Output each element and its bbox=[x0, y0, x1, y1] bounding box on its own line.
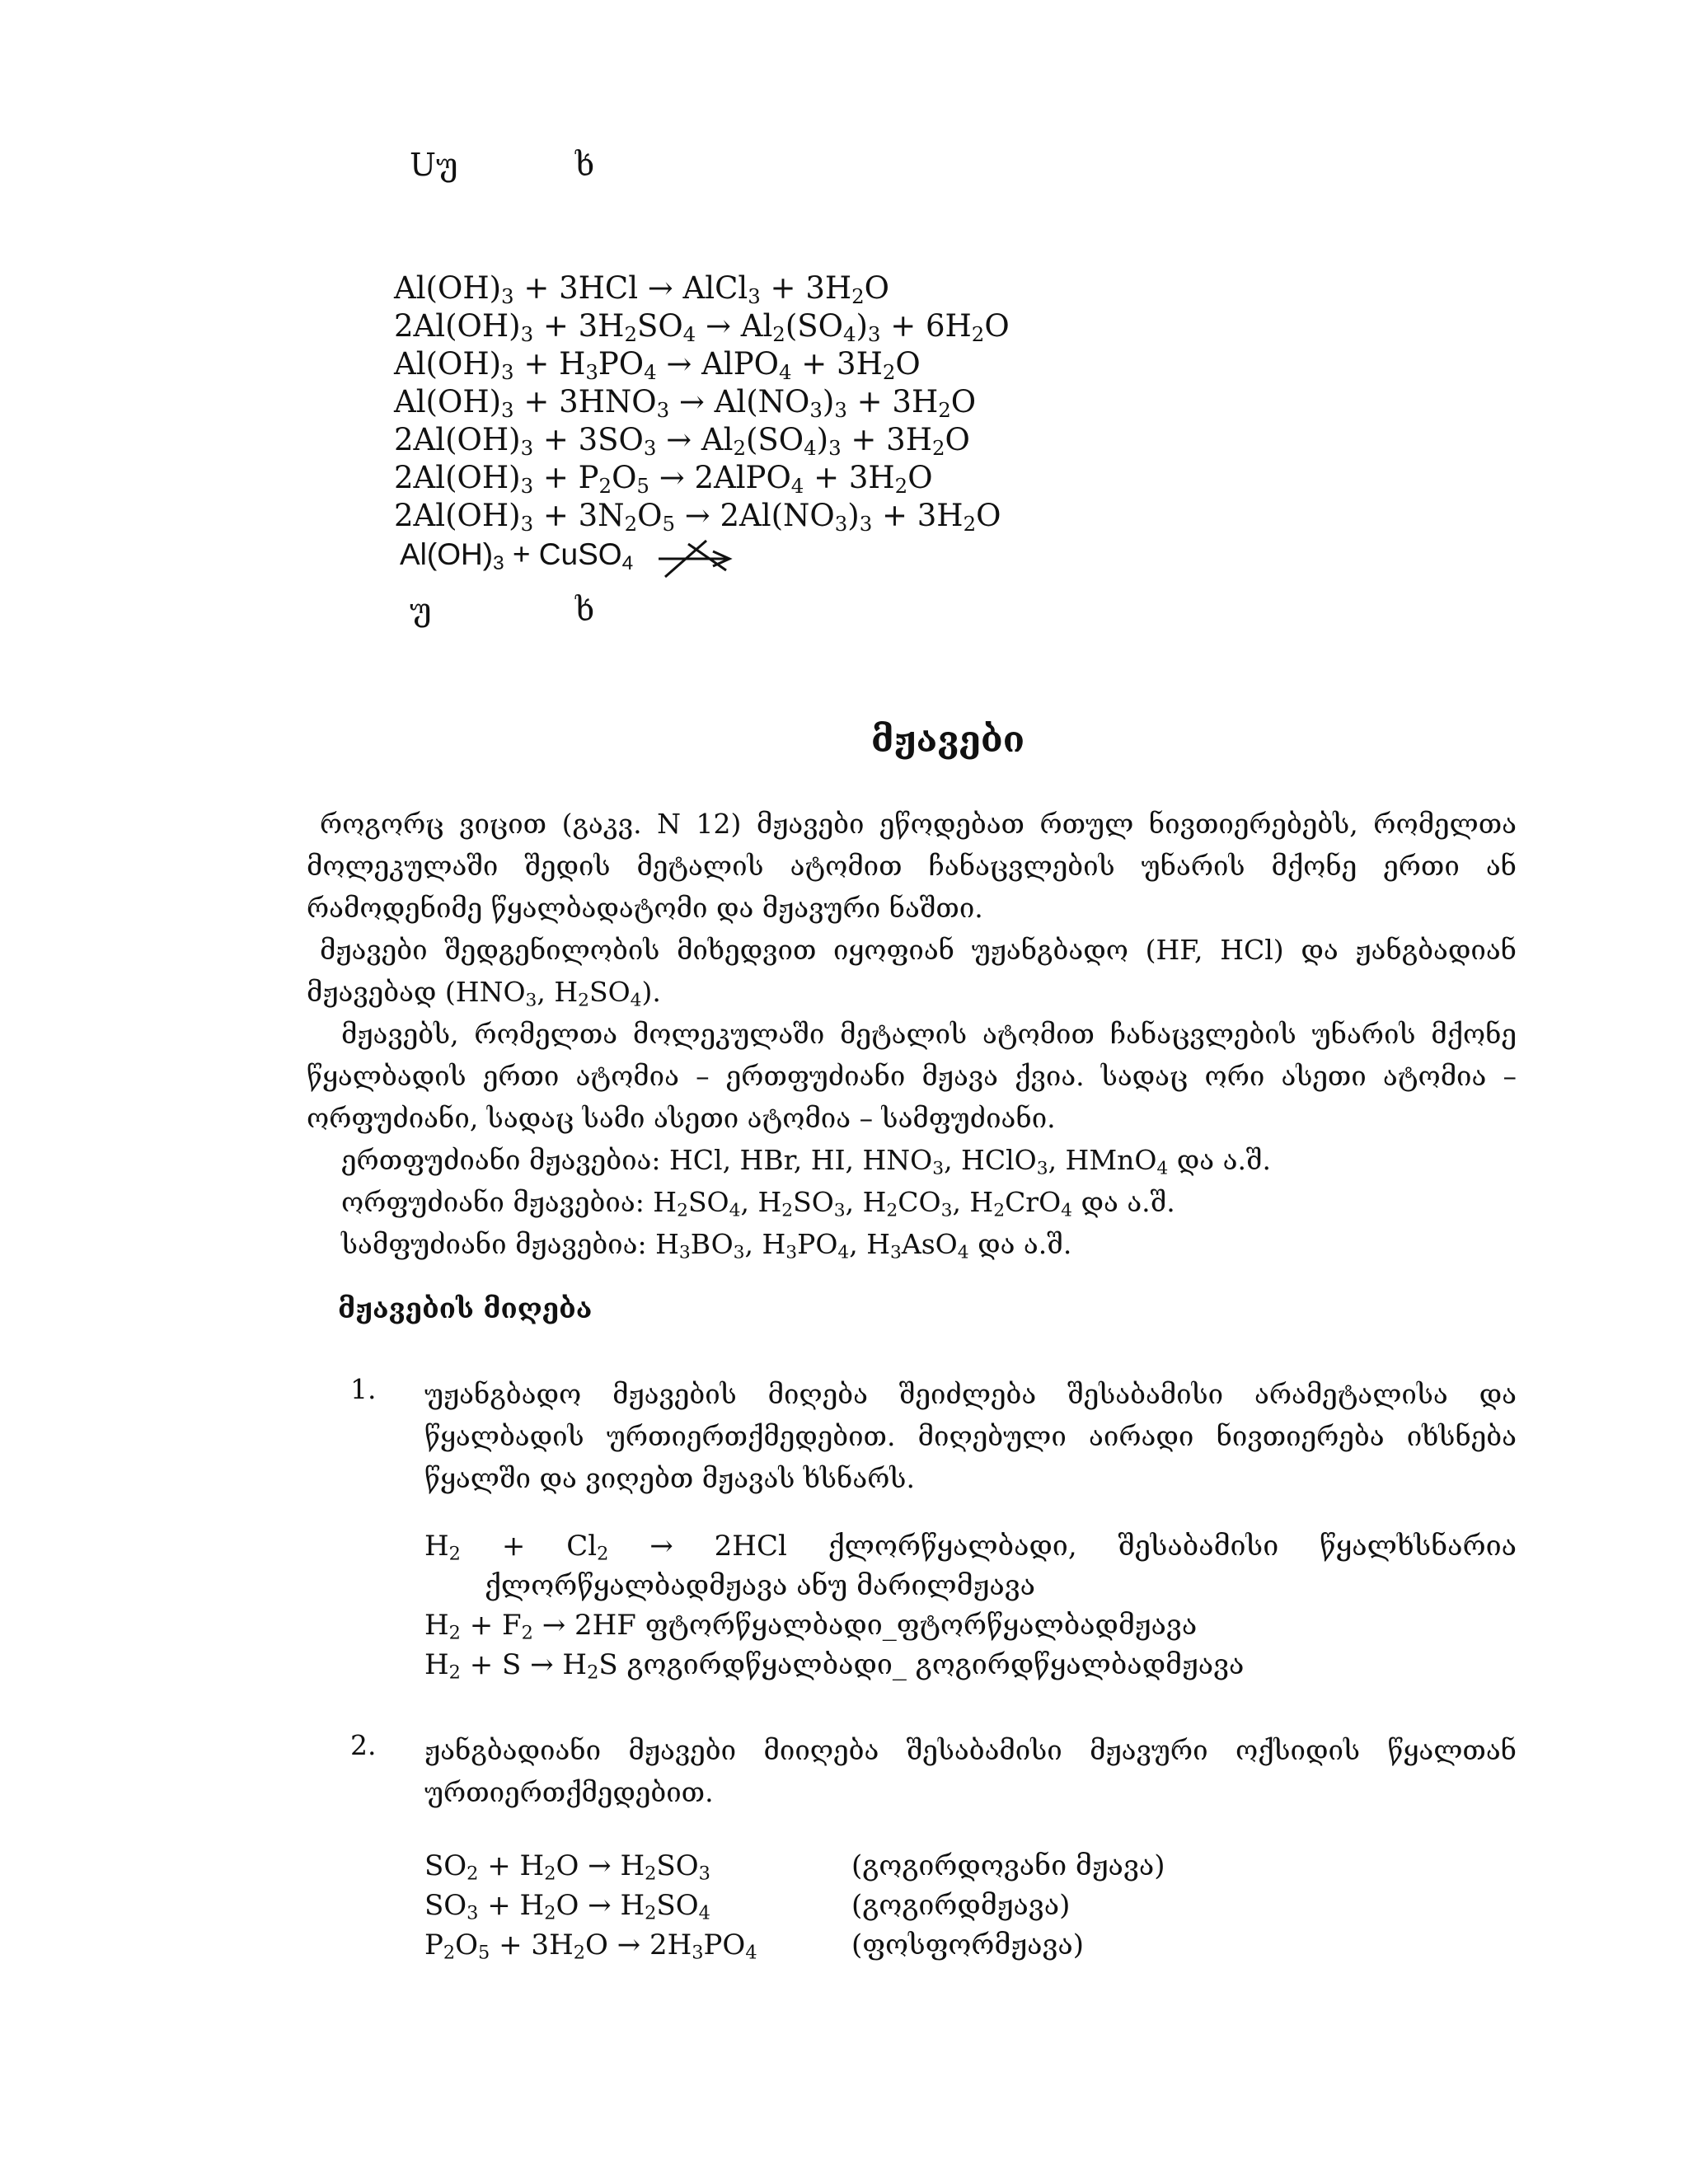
formula-subscript: 2 bbox=[882, 360, 896, 385]
formula-subscript: 4 bbox=[778, 360, 792, 385]
formula-subscript: 3 bbox=[501, 360, 514, 385]
formula-text: + 6H bbox=[880, 308, 972, 344]
formula-text: და ა.შ. bbox=[968, 1228, 1072, 1260]
header-label-right: ხ bbox=[575, 147, 595, 183]
reaction-line bbox=[394, 383, 976, 421]
formula-text: O bbox=[612, 460, 637, 495]
formula-text: Al(OH) bbox=[394, 346, 502, 382]
formula-subscript: 2 bbox=[677, 1200, 688, 1221]
list-item-number: 2. bbox=[350, 1729, 377, 1761]
formula-subscript: 3 bbox=[525, 990, 537, 1011]
formula-text: + H bbox=[478, 1849, 545, 1882]
formula-text: , H bbox=[845, 1186, 887, 1218]
formula-text: O → H bbox=[556, 1849, 645, 1882]
formula-subscript: 4 bbox=[804, 436, 817, 461]
formula-text: მჟავები შედგენილობის მიხედვით იყოფიან უჟანგბადო (HF, HCl) და ჟანგბადიან მჟავებად (HNO bbox=[307, 934, 1517, 1008]
list-item-text: ჟანგბადიანი მჟავები მიიღება შესაბამისი მჟავური ოქსიდის წყალთან ურთიერთქმედებით. bbox=[424, 1734, 1517, 1808]
formula-subscript: 3 bbox=[501, 398, 514, 423]
formula-subscript: 3 bbox=[520, 512, 534, 537]
formula-subscript: 3 bbox=[809, 398, 823, 423]
formula-subscript: 2 bbox=[993, 1200, 1006, 1221]
formula-subscript: 3 bbox=[501, 284, 514, 309]
formula-text: PO bbox=[703, 1929, 746, 1961]
formula-text: + H bbox=[478, 1889, 545, 1922]
formula-subscript: 4 bbox=[1061, 1200, 1073, 1221]
formula-subscript: 3 bbox=[932, 1158, 945, 1179]
formula-subscript: 4 bbox=[644, 360, 657, 385]
formula-subscript: 3 bbox=[1036, 1158, 1048, 1179]
formula-text: SO bbox=[793, 1186, 834, 1218]
formula-subscript: 2 bbox=[931, 436, 945, 461]
formula-text: SO bbox=[656, 1889, 699, 1922]
classification-paragraph bbox=[307, 929, 1517, 1013]
formula-subscript: 4 bbox=[621, 552, 634, 575]
list-item-number: 1. bbox=[350, 1373, 377, 1405]
formula-text: და ა.შ. bbox=[1072, 1186, 1175, 1218]
formula-text: , H bbox=[740, 1186, 782, 1218]
formula-text: შესაბამისი bbox=[1118, 1530, 1279, 1563]
formula-text: + 3SO bbox=[533, 422, 644, 457]
formula-subscript: 2 bbox=[772, 322, 785, 347]
formula-text: (SO bbox=[785, 308, 843, 344]
reaction-term bbox=[715, 1530, 787, 1563]
formula-subscript: 2 bbox=[938, 398, 951, 423]
formula-text: + 3H bbox=[760, 270, 852, 306]
formula-text: + F bbox=[460, 1609, 522, 1642]
formula-subscript: 2 bbox=[624, 512, 638, 537]
formula-text: Al(OH) bbox=[394, 384, 502, 419]
formula-text: H bbox=[424, 1609, 449, 1642]
formula-subscript: 3 bbox=[748, 284, 761, 309]
formula-text: + CuSO bbox=[504, 537, 622, 571]
hydrogen-chlorine-reaction bbox=[424, 1530, 1517, 1563]
formula-subscript: 2 bbox=[521, 1622, 533, 1644]
formula-subscript: 3 bbox=[859, 512, 873, 537]
header-label-left: Uუ bbox=[410, 147, 458, 183]
formula-text: , H bbox=[537, 976, 579, 1008]
formula-subscript: 2 bbox=[963, 512, 977, 537]
footer-label-left: უ bbox=[410, 592, 432, 628]
reaction-line bbox=[394, 421, 970, 459]
formula-text: + 3HCl → AlCl bbox=[513, 270, 748, 306]
formula-text: + 3H bbox=[791, 346, 883, 382]
formula-text: , HClO bbox=[944, 1144, 1037, 1176]
formula-text: O bbox=[950, 384, 977, 419]
formula-subscript: 4 bbox=[790, 474, 804, 499]
formula-subscript: 2 bbox=[733, 436, 746, 461]
formula-subscript: 2 bbox=[597, 1543, 609, 1565]
formula-text: SO bbox=[424, 1849, 467, 1882]
formula-subscript: 2 bbox=[573, 1942, 585, 1964]
formula-text: Cl bbox=[566, 1530, 598, 1563]
subheading: მჟავების მიღება bbox=[338, 1292, 593, 1324]
formula-text: წყალხსნარია bbox=[1320, 1530, 1517, 1563]
formula-text: ერთფუძიანი მჟავებია: HCl, HBr, HI, HNO bbox=[341, 1144, 933, 1176]
oxide-reaction-equation bbox=[424, 1889, 710, 1922]
formula-text: O bbox=[455, 1929, 479, 1961]
formula-subscript: 2 bbox=[886, 1200, 898, 1221]
formula-text: → Al(NO bbox=[669, 384, 810, 419]
formula-text: O bbox=[984, 308, 1010, 344]
formula-text: , H bbox=[744, 1228, 786, 1260]
formula-subscript: 5 bbox=[636, 474, 649, 499]
list-item-text: უჟანგბადო მჟავების მიღება შეიძლება შესაბამისი არამეტალისა და წყალბადის ურთიერთქმედებით. მიღებული აირადი ნივთიერება იხსნება წყალში და ვიღებთ მჟავას ხსნარს. bbox=[424, 1378, 1517, 1494]
reaction-line bbox=[394, 269, 889, 307]
formula-subscript: 3 bbox=[585, 360, 598, 385]
formula-subscript: 2 bbox=[971, 322, 985, 347]
formula-text: → 2HF ფტორწყალბადი_ფტორწყალბადმჟავა bbox=[532, 1609, 1198, 1642]
formula-subscript: 3 bbox=[890, 1242, 902, 1263]
formula-text: O bbox=[895, 346, 921, 382]
crossed-arrow-icon bbox=[655, 537, 734, 580]
formula-text: SO bbox=[636, 308, 683, 344]
formula-text: და ა.შ. bbox=[1168, 1144, 1272, 1176]
formula-text: + 3H bbox=[872, 498, 964, 533]
hydrogen-sulfur-reaction bbox=[424, 1648, 1245, 1684]
formula-subscript: 3 bbox=[467, 1902, 479, 1924]
formula-text: → bbox=[649, 1530, 673, 1563]
formula-subscript: 3 bbox=[698, 1863, 710, 1885]
reaction-line bbox=[394, 345, 921, 383]
formula-text: ) bbox=[856, 308, 868, 344]
formula-text: → Al bbox=[656, 422, 734, 457]
formula-subscript: 4 bbox=[842, 322, 856, 347]
formula-text: SO bbox=[588, 976, 631, 1008]
formula-subscript: 3 bbox=[643, 436, 657, 461]
formula-text: + 3N bbox=[533, 498, 625, 533]
formula-subscript: 3 bbox=[656, 398, 670, 423]
tribasic-acids-line bbox=[341, 1223, 1551, 1265]
formula-text: სამფუძიანი მჟავებია: H bbox=[341, 1228, 679, 1260]
formula-text: ორფუძიანი მჟავებია: H bbox=[341, 1186, 678, 1218]
formula-text: 2HCl bbox=[714, 1530, 787, 1563]
reaction-line bbox=[394, 307, 1010, 345]
formula-text: → 2Al(NO bbox=[674, 498, 835, 533]
formula-subscript: 2 bbox=[467, 1863, 479, 1885]
formula-subscript: 2 bbox=[624, 322, 637, 347]
formula-subscript: 2 bbox=[544, 1863, 556, 1885]
reaction-line bbox=[394, 497, 1001, 535]
formula-text: 2Al(OH) bbox=[394, 460, 521, 495]
formula-text: + 3H bbox=[490, 1929, 574, 1961]
formula-subscript: 2 bbox=[587, 1661, 599, 1684]
formula-text: SO bbox=[656, 1849, 699, 1882]
formula-subscript: 4 bbox=[698, 1902, 710, 1924]
formula-text: + 3HNO bbox=[513, 384, 657, 419]
formula-subscript: 4 bbox=[729, 1200, 741, 1221]
formula-subscript: 3 bbox=[678, 1242, 691, 1263]
reaction-term bbox=[1320, 1530, 1517, 1563]
formula-text: ) bbox=[816, 422, 829, 457]
formula-text: + S → H bbox=[460, 1648, 588, 1681]
formula-text: + P bbox=[533, 460, 599, 495]
formula-text: H bbox=[424, 1648, 449, 1681]
formula-text: → AlPO bbox=[656, 346, 779, 382]
formula-subscript: 4 bbox=[682, 322, 696, 347]
oxide-reaction-equation bbox=[424, 1849, 710, 1885]
formula-text: AsO bbox=[901, 1228, 958, 1260]
reaction-term bbox=[502, 1530, 526, 1563]
formula-subscript: 4 bbox=[837, 1242, 850, 1263]
reaction-term bbox=[566, 1530, 608, 1563]
formula-subscript: 3 bbox=[828, 436, 842, 461]
formula-text: O bbox=[945, 422, 970, 457]
formula-subscript: 2 bbox=[781, 1200, 794, 1221]
acid-name: (გოგირდოვანი მჟავა) bbox=[851, 1849, 1165, 1882]
formula-subscript: 2 bbox=[448, 1661, 461, 1684]
formula-subscript: 3 bbox=[785, 1242, 798, 1263]
formula-subscript: 3 bbox=[520, 474, 534, 499]
formula-text: P bbox=[424, 1929, 443, 1961]
monobasic-acids-line bbox=[341, 1139, 1551, 1181]
formula-text: , H bbox=[849, 1228, 891, 1260]
formula-subscript: 2 bbox=[544, 1902, 556, 1924]
formula-text: + 3H bbox=[804, 460, 895, 495]
formula-text: O bbox=[907, 460, 933, 495]
formula-text: H bbox=[424, 1530, 449, 1563]
acid-name: (გოგირდმჟავა) bbox=[851, 1889, 1071, 1922]
formula-subscript: 3 bbox=[520, 436, 534, 461]
formula-subscript: 5 bbox=[478, 1942, 490, 1964]
section-title: მჟავები bbox=[870, 719, 1025, 761]
formula-subscript: 3 bbox=[833, 1200, 846, 1221]
formula-text: CrO bbox=[1005, 1186, 1062, 1218]
formula-text: , HMnO bbox=[1048, 1144, 1157, 1176]
formula-text: ). bbox=[641, 976, 661, 1008]
formula-text: ქლორწყალბადი, bbox=[828, 1530, 1077, 1563]
formula-subscript: 5 bbox=[662, 512, 675, 537]
formula-text: PO bbox=[598, 346, 645, 382]
formula-text: CO bbox=[898, 1186, 941, 1218]
formula-subscript: 4 bbox=[957, 1242, 969, 1263]
formula-text: 2Al(OH) bbox=[394, 308, 521, 344]
formula-subscript: 2 bbox=[443, 1942, 456, 1964]
formula-text: O bbox=[864, 270, 890, 306]
formula-subscript: 2 bbox=[598, 474, 612, 499]
reaction-term bbox=[424, 1530, 461, 1563]
formula-subscript: 3 bbox=[692, 1942, 704, 1964]
formula-text: + H bbox=[513, 346, 586, 382]
formula-text: O bbox=[976, 498, 1001, 533]
formula-text: + 3H bbox=[841, 422, 932, 457]
formula-text: O → H bbox=[556, 1889, 645, 1922]
formula-text: ) bbox=[822, 384, 835, 419]
reaction-term bbox=[649, 1530, 673, 1563]
formula-subscript: 2 bbox=[851, 284, 865, 309]
formula-subscript: 3 bbox=[834, 398, 847, 423]
formula-subscript: 3 bbox=[493, 552, 504, 575]
formula-text: 2Al(OH) bbox=[394, 498, 521, 533]
basicity-paragraph: მჟავებს, რომელთა მოლეკულაში მეტალის ატომით ჩანაცვლების უნარის მქონე წყალბადის ერთი ატომია – ერთფუძიანი მჟავა ქვია. სადაც ორი ასეთი ატომია – ორფუძიანი, სადაც სამი ასეთი ატომია – სამფუძიანი. bbox=[307, 1018, 1517, 1134]
formula-subscript: 3 bbox=[520, 322, 534, 347]
formula-subscript: 4 bbox=[1156, 1158, 1169, 1179]
formula-subscript: 3 bbox=[834, 512, 848, 537]
formula-text: (SO bbox=[746, 422, 804, 457]
oxide-reaction-equation bbox=[424, 1929, 757, 1964]
formula-subscript: 2 bbox=[448, 1622, 461, 1644]
formula-text: O → 2H bbox=[585, 1929, 692, 1961]
formula-text: 2Al(OH) bbox=[394, 422, 521, 457]
formula-text: S გოგირდწყალბადი_ გოგირდწყალბადმჟავა bbox=[598, 1648, 1245, 1681]
formula-subscript: 2 bbox=[645, 1863, 657, 1885]
formula-text: SO bbox=[687, 1186, 729, 1218]
reaction-line bbox=[394, 459, 933, 497]
dibasic-acids-line bbox=[341, 1181, 1551, 1223]
formula-subscript: 2 bbox=[894, 474, 908, 499]
no-reaction-equation bbox=[400, 537, 634, 575]
formula-text: → Al bbox=[696, 308, 773, 344]
formula-subscript: 3 bbox=[940, 1200, 953, 1221]
acid-name: (ფოსფორმჟავა) bbox=[851, 1929, 1085, 1961]
formula-text: SO bbox=[424, 1889, 467, 1922]
formula-subscript: 2 bbox=[578, 990, 589, 1011]
formula-subscript: 4 bbox=[630, 990, 642, 1011]
formula-text: BO bbox=[690, 1228, 734, 1260]
formula-text: O bbox=[637, 498, 663, 533]
formula-text: Al(OH) bbox=[394, 270, 502, 306]
formula-text: + 3H bbox=[533, 308, 625, 344]
reaction-term bbox=[1118, 1530, 1279, 1563]
intro-paragraph: როგორც ვიცით (გაკვ. N 12) მჟავები ეწოდებათ რთულ ნივთიერებებს, რომელთა მოლეკულაში შედის მეტალის ატომით ჩანაცვლების უნარის მქონე ერთი ან რამოდენიმე წყალბადატომი და მჟავური ნაშთი. bbox=[307, 808, 1517, 924]
hydrogen-chlorine-reaction-continued: ქლორწყალბადმჟავა ანუ მარილმჟავა bbox=[485, 1569, 1036, 1602]
formula-text: Al(OH) bbox=[400, 537, 494, 571]
formula-subscript: 4 bbox=[745, 1942, 757, 1964]
formula-text: PO bbox=[797, 1228, 838, 1260]
formula-text: + 3H bbox=[846, 384, 939, 419]
formula-text: , H bbox=[952, 1186, 994, 1218]
formula-subscript: 2 bbox=[645, 1902, 657, 1924]
formula-subscript: 3 bbox=[867, 322, 881, 347]
formula-subscript: 2 bbox=[448, 1543, 461, 1565]
formula-text: → 2AlPO bbox=[649, 460, 791, 495]
formula-subscript: 3 bbox=[733, 1242, 745, 1263]
footer-label-right: ხ bbox=[575, 592, 595, 628]
formula-text: + bbox=[501, 1530, 526, 1563]
reaction-term bbox=[828, 1530, 1077, 1563]
hydrogen-fluorine-reaction bbox=[424, 1609, 1197, 1642]
formula-text: ) bbox=[847, 498, 860, 533]
